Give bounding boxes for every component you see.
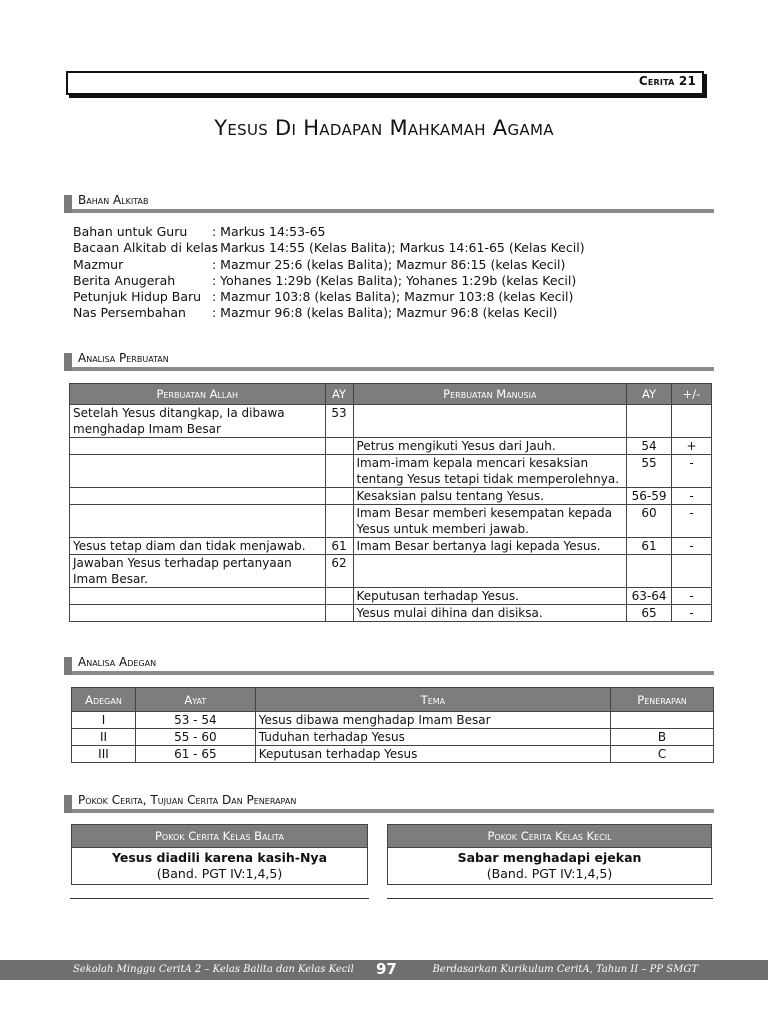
story-reference: (Band. PGT IV:1,4,5)	[156, 866, 283, 881]
writing-line	[387, 898, 713, 899]
table-cell: Jawaban Yesus terhadap pertanyaan Imam Besar.	[70, 555, 326, 588]
section-title: Analisa Adegan	[78, 655, 157, 669]
section-header-analisa-adegan	[64, 657, 714, 675]
table-cell: 55 - 60	[135, 729, 255, 746]
table-cell: Imam Besar bertanya lagi kepada Yesus.	[353, 538, 627, 555]
column-header: AY	[627, 384, 672, 405]
story-theme: Sabar menghadapi ejekan	[457, 850, 642, 865]
table-cell: -	[672, 505, 712, 538]
column-header: +/-	[672, 384, 712, 405]
section-header-bahan-alkitab	[64, 195, 714, 213]
table-row	[70, 488, 712, 505]
section-title: Pokok Cerita, Tujuan Cerita Dan Penerapan	[78, 793, 297, 807]
section-header-pokok-cerita	[64, 795, 714, 813]
table-cell: +	[672, 438, 712, 455]
table-cell	[325, 588, 353, 605]
list-item	[73, 257, 585, 273]
table-row	[70, 405, 712, 438]
table-cell	[70, 605, 326, 622]
list-item-value: : Mazmur 25:6 (kelas Balita); Mazmur 86:15 (kelas Kecil)	[212, 256, 566, 272]
list-item	[73, 240, 585, 256]
section-header-analisa-perbuatan	[64, 353, 714, 371]
table-cell	[611, 712, 714, 729]
table-cell	[325, 505, 353, 538]
table-cell	[325, 455, 353, 488]
story-number-label: Cerita 21	[638, 74, 696, 88]
column-header: Ayat	[135, 688, 255, 712]
table-cell	[70, 488, 326, 505]
page-footer	[0, 960, 768, 980]
column-header: Adegan	[72, 688, 136, 712]
bible-material-list	[73, 224, 585, 322]
table-cell: 65	[627, 605, 672, 622]
table-row	[72, 746, 714, 763]
list-item-value: : Mazmur 96:8 (kelas Balita); Mazmur 96:8 (kelas Kecil)	[212, 305, 558, 321]
table-row	[70, 538, 712, 555]
table-row	[70, 455, 712, 488]
column-header: AY	[325, 384, 353, 405]
table-row	[70, 605, 712, 622]
table-cell: Yesus mulai dihina dan disiksa.	[353, 605, 627, 622]
table-cell: Yesus tetap diam dan tidak menjawab.	[70, 538, 326, 555]
section-rule	[72, 209, 714, 213]
section-title: Analisa Perbuatan	[78, 351, 169, 365]
table-cell: 54	[627, 438, 672, 455]
table-cell: Setelah Yesus ditangkap, Ia dibawa menghadap Imam Besar	[70, 405, 326, 438]
writing-line	[70, 898, 369, 899]
table-row	[72, 712, 714, 729]
footer-left-text: Sekolah Minggu CeritA 2 – Kelas Balita dan Kelas Kecil	[73, 964, 354, 975]
list-item-label: Bacaan Alkitab di kelas	[73, 240, 219, 256]
section-rule	[72, 367, 714, 371]
table-cell: -	[672, 588, 712, 605]
list-item-label: Nas Persembahan	[73, 305, 186, 321]
table-cell: -	[672, 488, 712, 505]
list-item-value: : Markus 14:53-65	[212, 224, 326, 239]
list-item-label: Mazmur	[73, 256, 124, 272]
pokok-cerita-balita-box	[71, 824, 368, 885]
table-cell: Kesaksian palsu tentang Yesus.	[353, 488, 627, 505]
scene-analysis-table	[71, 687, 714, 763]
list-item	[73, 224, 585, 240]
list-item	[73, 305, 585, 321]
story-reference: (Band. PGT IV:1,4,5)	[486, 866, 613, 881]
table-row	[70, 505, 712, 538]
table-cell: 60	[627, 505, 672, 538]
table-cell: I	[72, 712, 136, 729]
list-item-value: : Yohanes 1:29b (Kelas Balita); Yohanes 1:29b (kelas Kecil)	[212, 272, 577, 288]
list-item-label: Petunjuk Hidup Baru	[73, 289, 202, 305]
section-rule	[72, 809, 714, 813]
table-cell	[627, 555, 672, 588]
table-cell	[353, 405, 627, 438]
table-row	[70, 555, 712, 588]
list-item-value: : Mazmur 103:8 (kelas Balita); Mazmur 103:8 (kelas Kecil)	[212, 289, 574, 305]
list-item-label: Bahan untuk Guru	[73, 224, 188, 239]
table-row	[70, 438, 712, 455]
table-cell: 61	[627, 538, 672, 555]
column-header: Penerapan	[611, 688, 714, 712]
table-cell	[353, 555, 627, 588]
story-number-box	[66, 71, 704, 95]
table-cell	[325, 605, 353, 622]
table-cell: Imam-imam kepala mencari kesaksian tentang Yesus tetapi tidak memperolehnya.	[353, 455, 627, 488]
list-item-value: : Markus 14:55 (Kelas Balita); Markus 14:61-65 (Kelas Kecil)	[212, 240, 585, 256]
table-cell: 61	[325, 538, 353, 555]
column-header: Tema	[255, 688, 610, 712]
table-row	[72, 729, 714, 746]
story-theme: Yesus diadili karena kasih-Nya	[111, 850, 327, 865]
table-header-row	[70, 384, 712, 405]
table-cell	[70, 438, 326, 455]
table-cell: II	[72, 729, 136, 746]
footer-right-text: Berdasarkan Kurikulum CeritA, Tahun II – PP SMGT	[432, 964, 698, 975]
table-cell: III	[72, 746, 136, 763]
table-header-row	[72, 688, 714, 712]
table-cell	[70, 455, 326, 488]
table-cell: 53	[325, 405, 353, 438]
table-cell: -	[672, 455, 712, 488]
table-cell: Keputusan terhadap Yesus.	[353, 588, 627, 605]
pokok-cerita-kecil-box	[387, 824, 712, 885]
table-cell: 63-64	[627, 588, 672, 605]
list-item-label: Berita Anugerah	[73, 272, 176, 288]
table-cell: 55	[627, 455, 672, 488]
table-cell: Tuduhan terhadap Yesus	[255, 729, 610, 746]
table-cell: 62	[325, 555, 353, 588]
table-cell: -	[672, 538, 712, 555]
table-cell	[325, 488, 353, 505]
table-cell	[627, 405, 672, 438]
box-body	[71, 848, 368, 885]
box-heading: Pokok Cerita Kelas Kecil	[387, 824, 712, 848]
table-cell	[325, 438, 353, 455]
section-rule	[72, 671, 714, 675]
list-item	[73, 289, 585, 305]
table-cell: Yesus dibawa menghadap Imam Besar	[255, 712, 610, 729]
table-cell: -	[672, 605, 712, 622]
table-row	[70, 588, 712, 605]
action-analysis-table	[69, 383, 712, 622]
page-title: Yesus Di Hadapan Mahkamah Agama	[214, 116, 554, 140]
table-cell	[70, 588, 326, 605]
box-body	[387, 848, 712, 885]
table-cell: Keputusan terhadap Yesus	[255, 746, 610, 763]
box-heading: Pokok Cerita Kelas Balita	[71, 824, 368, 848]
page-number: 97	[376, 960, 397, 978]
table-cell: Petrus mengikuti Yesus dari Jauh.	[353, 438, 627, 455]
table-cell	[672, 405, 712, 438]
table-cell: Imam Besar memberi kesempatan kepada Yesus untuk memberi jawab.	[353, 505, 627, 538]
column-header: Perbuatan Manusia	[353, 384, 627, 405]
table-cell	[672, 555, 712, 588]
table-cell: 61 - 65	[135, 746, 255, 763]
table-cell	[70, 505, 326, 538]
table-cell: 53 - 54	[135, 712, 255, 729]
column-header: Perbuatan Allah	[70, 384, 326, 405]
list-item	[73, 273, 585, 289]
table-cell: C	[611, 746, 714, 763]
table-cell: B	[611, 729, 714, 746]
section-title: Bahan Alkitab	[78, 193, 149, 207]
table-cell: 56-59	[627, 488, 672, 505]
